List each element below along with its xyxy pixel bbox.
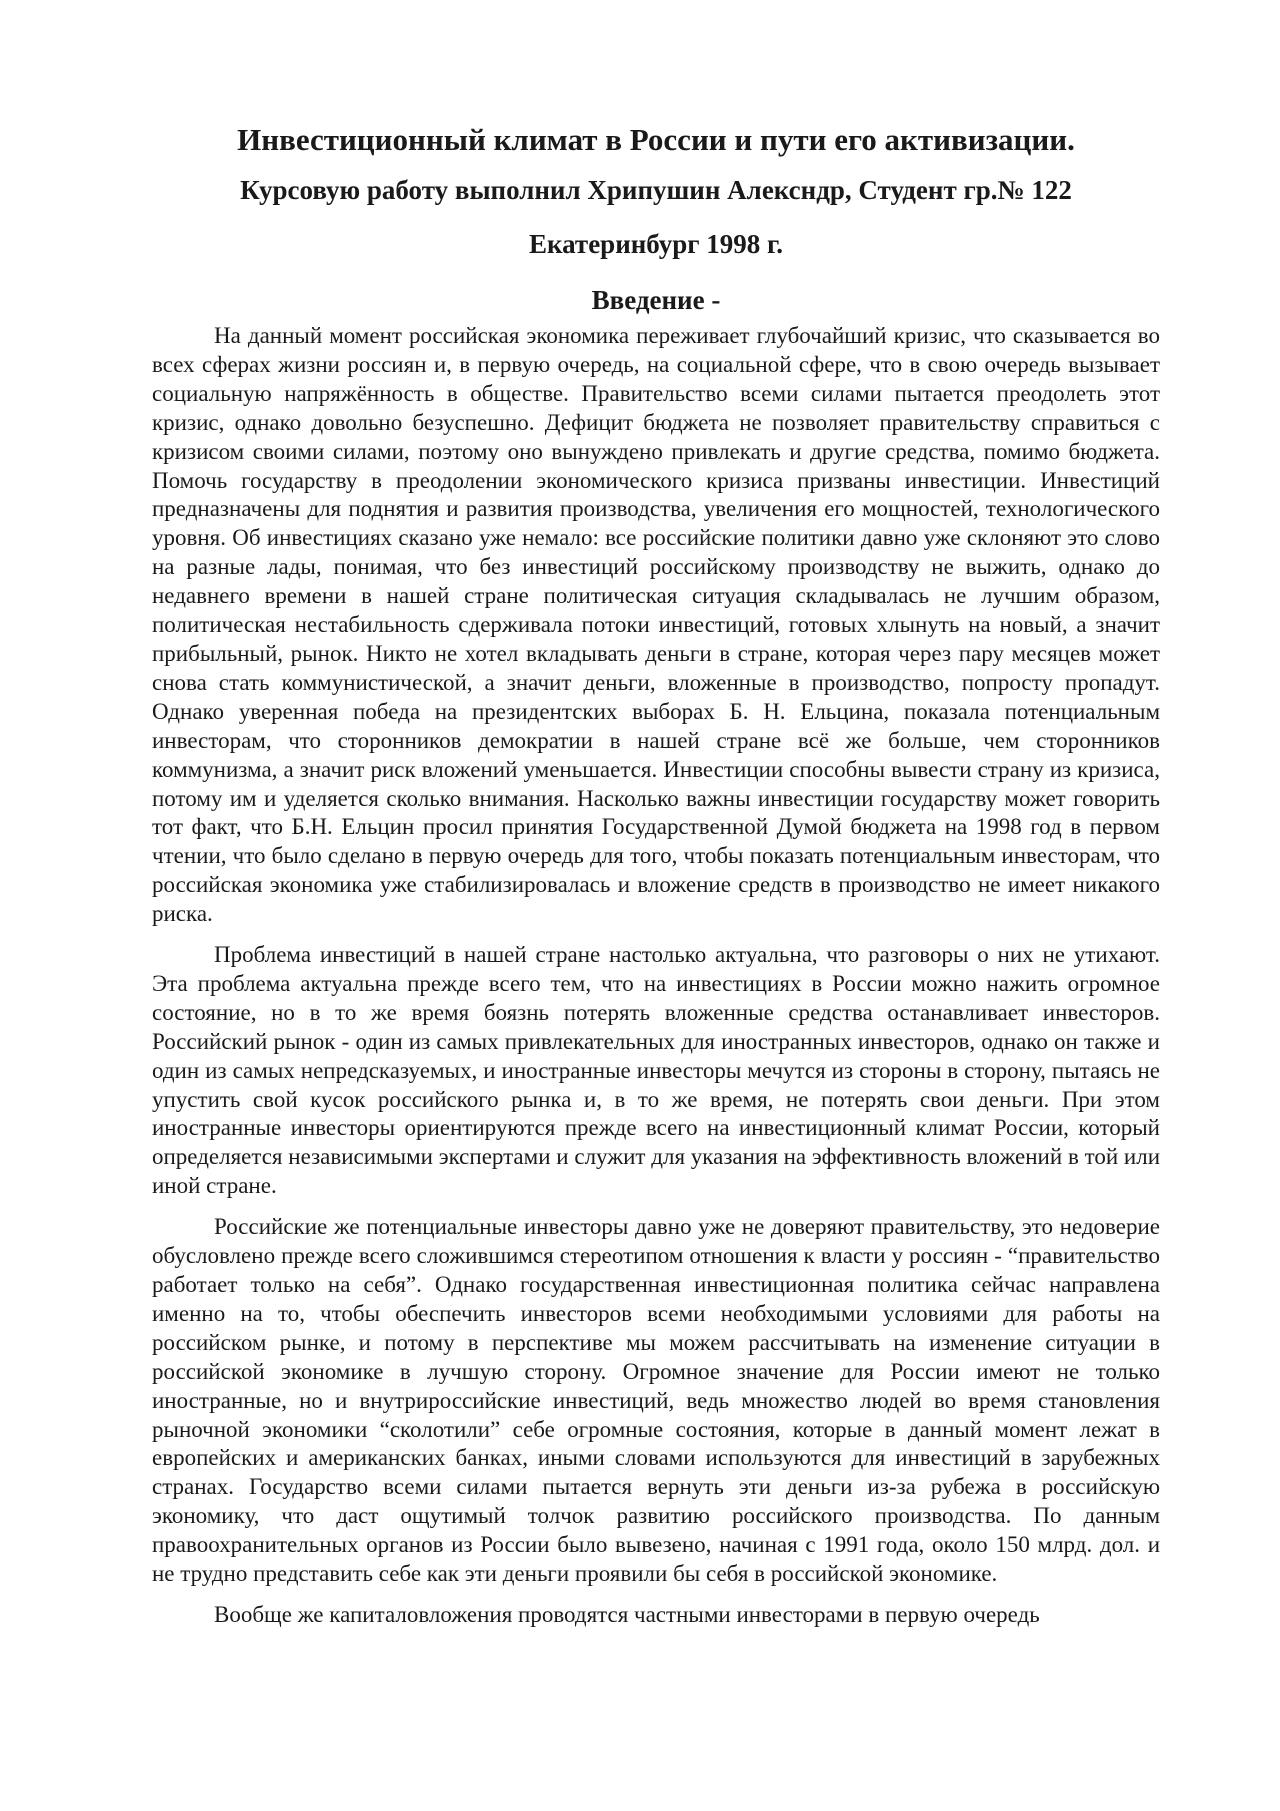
section-heading: Введение - (591, 285, 721, 315)
document-title: Инвестиционный климат в России и пути его активизации. (237, 122, 1075, 157)
document-author-line: Курсовую работу выполнил Хрипушин Алексндр, Студент гр.№ 122 (240, 175, 1072, 205)
document-city-year: Екатеринбург 1998 г. (528, 229, 784, 259)
document-page (152, 120, 1160, 1630)
body-paragraph-4: Вообще же капиталовложения проводятся частными инвесторами в первую очередь (214, 1601, 1040, 1627)
body-paragraph-1: На данный момент российская экономика переживает глубочайший кризис, что сказывается во всех сферах жизни россиян и, в первую очередь, на социальной сфере, что в свою очередь вызывает социальную напряжённость в обществе. Правительство всеми силами пытается преодолеть этот кризис, однако довольно безуспешно. Дефицит бюджета не позволяет правительству справиться с кризисом своими силами, поэтому оно вынуждено привлекать и другие средства, помимо бюджета. Помочь государству в преодолении экономического кризиса призваны инвестиции. Инвестиций предназначены для поднятия и развития производства, увеличения его мощностей, технологического уровня. Об инвестициях сказано уже немало: все российские политики давно уже склоняют это слово на разные лады, понимая, что без инвестиций российскому производству не выжить, однако до недавнего времени в нашей стране политическая ситуация складывалась не лучшим образом, политическая нестабильность сдерживала потоки инвестиций, готовых хлынуть на новый, а значит прибыльный, рынок. Никто не хотел вкладывать деньги в стране, которая через пару месяцев может снова стать коммунистической, а значит деньги, вложенные в производство, попросту пропадут. Однако уверенная победа на президентских выборах Б. Н. Ельцина, показала потенциальным инвесторам, что сторонников демократии в нашей стране всё же больше, чем сторонников коммунизма, а значит риск вложений уменьшается. Инвестиции способны вывести страну из кризиса, потому им и уделяется сколько внимания. Насколько важны инвестиции государству может говорить тот факт, что Б.Н. Ельцин просил принятия Государственной Думой бюджета на 1998 год в первом чтении, что было сделано в первую очередь для того, чтобы показать потенциальным инвесторам, что российская экономика уже стабилизировалась и вложение средств в производство не имеет никакого риска. (152, 323, 1160, 927)
body-paragraph-3: Российские же потенциальные инвесторы давно уже не доверяют правительству, это недоверие обусловлено прежде всего сложившимся стереотипом отношения к власти у россиян - “правительство работает только на себя”. Однако государственная инвестиционная политика сейчас направлена именно на то, чтобы обеспечить инвесторов всеми необходимыми условиями для работы на российском рынке, и потому в перспективе мы можем рассчитывать на изменение ситуации в российской экономике в лучшую сторону. Огромное значение для России имеют не только иностранные, но и внутрироссийские инвестиций, ведь множество людей во время становления рыночной экономики “сколотили” себе огромные состояния, которые в данный момент лежат в европейских и американских банках, иными словами используются для инвестиций в зарубежных странах. Государство всеми силами пытается вернуть эти деньги из-за рубежа в российскую экономику, что даст ощутимый толчок развитию российского производства. По данным правоохранительных органов из России было вывезено, начиная с 1991 года, около 150 млрд. дол. и не трудно представить себе как эти деньги проявили бы себя в российской экономике. (152, 1214, 1160, 1587)
body-paragraph-2: Проблема инвестиций в нашей стране настолько актуальна, что разговоры о них не утихают. Эта проблема актуальна прежде всего тем, что на инвестициях в России можно нажить огромное состояние, но в то же время боязнь потерять вложенные средства останавливает инвесторов. Российский рынок - один из самых привлекательных для иностранных инвесторов, однако он также и один из самых непредсказуемых, и иностранные инвесторы мечутся из стороны в сторону, пытаясь не упустить свой кусок российского рынка и, в то же время, не потерять свои деньги. При этом иностранные инвесторы ориентируются прежде всего на инвестиционный климат России, который определяется независимыми экспертами и служит для указания на эффективность вложений в той или иной стране. (152, 942, 1160, 1199)
